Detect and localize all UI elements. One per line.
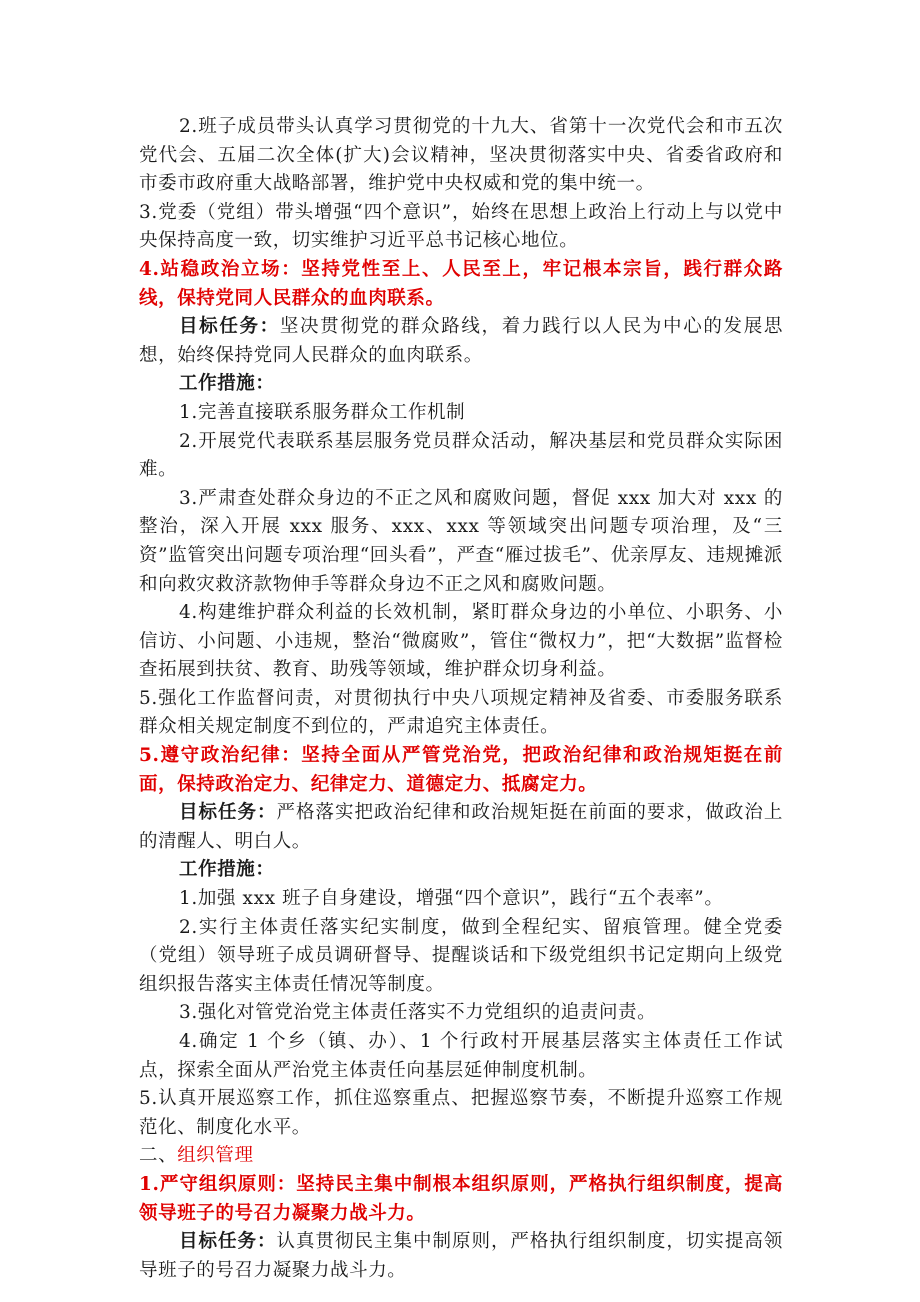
measure-item: 1.加强 xxx 班子自身建设，增强“四个意识”，践行“五个表率”。 (179, 888, 724, 910)
measures-label: 工作措施： (179, 373, 275, 395)
measure-item: 2.实行主体责任落实纪实制度，做到全程纪实、留痕管理。健全党委（党组）领导班子成员调研督导、提醒谈话和下级党组织书记定期向上级党组织报告落实主体责任情况等制度。 (139, 916, 783, 995)
document-page (139, 113, 783, 1285)
measure-item: 2.开展党代表联系基层服务党员群众活动，解决基层和党员群众实际困难。 (139, 430, 783, 481)
measure-item: 5.认真开展巡察工作，抓住巡察重点、把握巡察节奏，不断提升巡察工作规范化、制度化水平。 (139, 1088, 783, 1138)
goal-text: 认真贯彻民主集中制原则，严格执行组织制度，切实提高领导班子的号召力凝聚力战斗力。 (139, 1231, 783, 1281)
goal-label: 目标任务： (179, 1231, 277, 1253)
section-number: 二、 (139, 1145, 178, 1167)
goal-text: 坚决贯彻党的群众路线，着力践行以人民为中心的发展思想，始终保持党同人民群众的血肉联系。 (139, 316, 783, 366)
measure-item: 3.严肃查处群众身边的不正之风和腐败问题，督促 xxx 加大对 xxx 的整治，深入开展 xxx 服务、xxx、xxx 等领域突出问题专项治理，及“三资”监管突出问题专项治理“回头看”，严查“雁过拔毛”、优亲厚友、违规摊派和向救灾救济款物伸手等群众身边不正之风和腐败问题。 (139, 487, 783, 595)
measure-item: 4.确定 1 个乡（镇、办）、1 个行政村开展基层落实主体责任工作试点，探索全面从严治党主体责任向基层延伸制度机制。 (139, 1031, 783, 1081)
paragraph-four-consciousness: 3.党委（党组）带头增强“四个意识”，始终在思想上政治上行动上与以党中央保持高度一致，切实维护习近平总书记核心地位。 (139, 201, 783, 252)
measures-label: 工作措施： (179, 859, 275, 881)
measure-item: 4.构建维护群众利益的长效机制，紧盯群众身边的小单位、小职务、小信访、小问题、小违规，整治“微腐败”，管住“微权力”，把“大数据”监督检查拓展到扶贫、教育、助残等领域，维护群众切身利益。 (139, 602, 783, 681)
goal-label: 目标任务： (179, 316, 280, 338)
measure-item: 3.强化对管党治党主体责任落实不力党组织的追责问责。 (179, 1002, 657, 1024)
measure-item: 5.强化工作监督问责，对贯彻执行中央八项规定精神及省委、市委服务联系群众相关规定制度不到位的，严肃追究主体责任。 (139, 687, 783, 738)
goal-label: 目标任务： (179, 802, 277, 824)
heading-political-stance: 4.站稳政治立场：坚持党性至上、人民至上，牢记根本宗旨，践行群众路线，保持党同人民群众的血肉联系。 (139, 258, 783, 309)
goal-political-discipline (139, 799, 783, 856)
paragraph-study-spirit: 2.班子成员带头认真学习贯彻党的十九大、省第十一次党代会和市五次党代会、五届二次全体(扩大)会议精神，坚决贯彻落实中央、省委省政府和市委市政府重大战略部署，维护党中央权威和党的集中统一。 (139, 116, 783, 195)
measure-item: 1.完善直接联系服务群众工作机制 (179, 401, 466, 423)
heading-organization-principle: 1.严守组织原则：坚持民主集中制根本组织原则，严格执行组织制度，提高领导班子的号召力凝聚力战斗力。 (139, 1173, 783, 1224)
goal-organization-principle (139, 1228, 783, 1285)
goal-political-stance (139, 313, 783, 370)
goal-text: 严格落实把政治纪律和政治规矩挺在前面的要求，做政治上的清醒人、明白人。 (139, 802, 783, 852)
section-title: 组织管理 (177, 1145, 254, 1167)
heading-political-discipline: 5.遵守政治纪律：坚持全面从严管党治党，把政治纪律和政治规矩挺在前面，保持政治定力、纪律定力、道德定力、抵腐定力。 (139, 745, 783, 795)
section-heading-organization (139, 1142, 783, 1171)
